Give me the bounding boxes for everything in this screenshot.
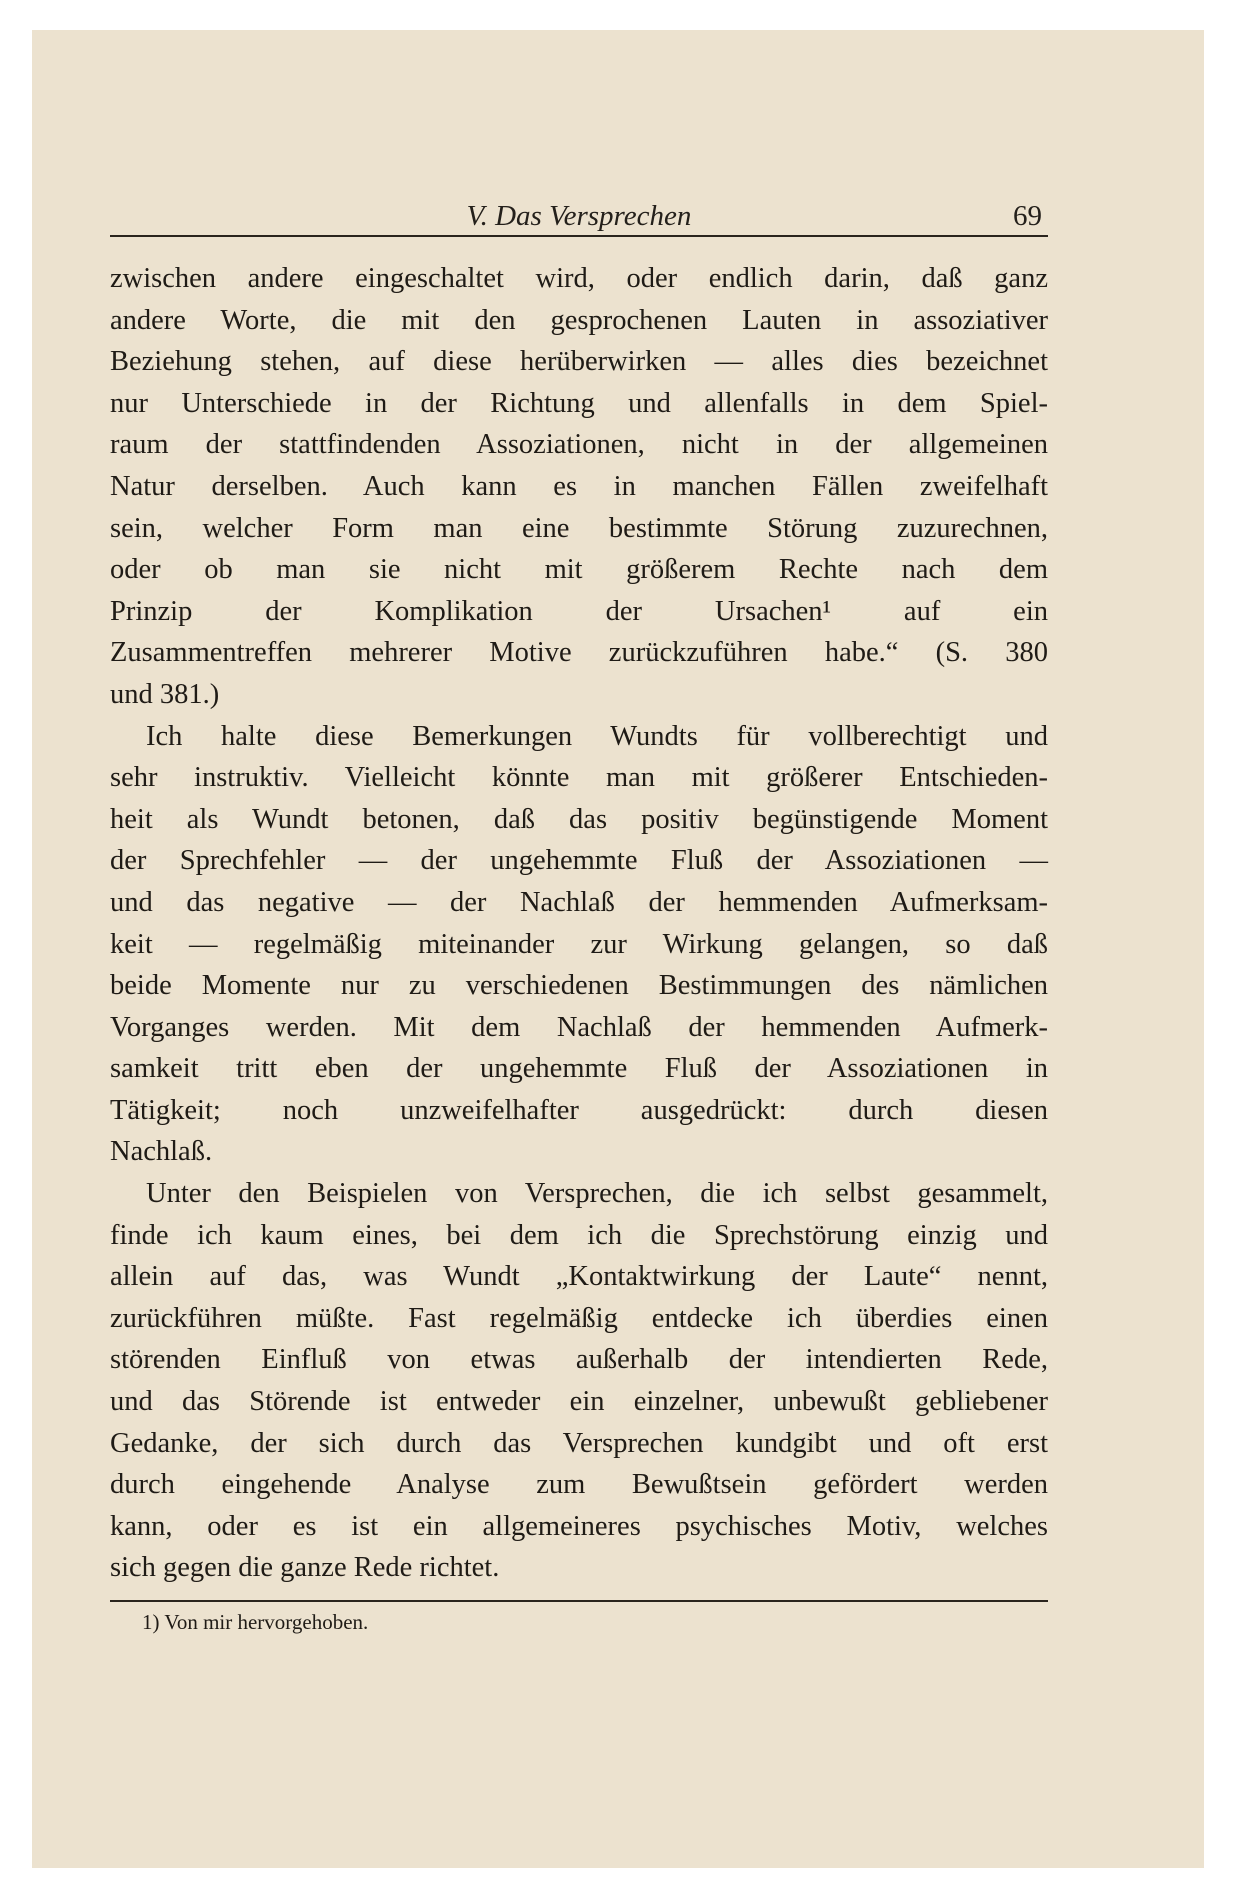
text-line: sehr instruktiv. Vielleicht könnte man mit größerer Entschieden- <box>110 762 1048 794</box>
text-line: Beziehung stehen, auf diese herüberwirken — alles dies bezeichnet <box>110 346 1048 378</box>
text-line: allein auf das, was Wundt „Kontaktwirkung der Laute“ nennt, <box>110 1261 1048 1293</box>
text-line: sein, welcher Form man eine bestimmte Störung zuzurechnen, <box>110 512 1048 544</box>
text-line: durch eingehende Analyse zum Bewußtsein gefördert werden <box>110 1469 1048 1501</box>
text-line: Natur derselben. Auch kann es in manchen Fällen zweifelhaft <box>110 470 1048 502</box>
text-line: samkeit tritt eben der ungehemmte Fluß der Assoziationen in <box>110 1053 1048 1085</box>
running-title: V. Das Versprechen <box>466 200 692 232</box>
text-line: finde ich kaum eines, bei dem ich die Sprechstörung einzig und <box>110 1219 1048 1251</box>
text-line: andere Worte, die mit den gesprochenen Lauten in assoziativer <box>110 304 1048 336</box>
text-line: Nachlaß. <box>110 1136 213 1168</box>
text-line: Vorganges werden. Mit dem Nachlaß der hemmenden Aufmerk- <box>110 1011 1048 1043</box>
text-line: sich gegen die ganze Rede richtet. <box>110 1552 500 1584</box>
book-page <box>32 30 1204 1868</box>
text-line: keit — regelmäßig miteinander zur Wirkung gelangen, so daß <box>110 928 1048 960</box>
text-line: zurückführen müßte. Fast regelmäßig entdecke ich überdies einen <box>110 1302 1048 1334</box>
text-line: Prinzip der Komplikation der Ursachen¹ auf ein <box>110 595 1048 627</box>
text-line: Unter den Beispielen von Versprechen, die ich selbst gesammelt, <box>146 1178 1048 1210</box>
text-line: und das Störende ist entweder ein einzelner, unbewußt gebliebener <box>110 1386 1048 1418</box>
text-line: Gedanke, der sich durch das Versprechen kundgibt und oft erst <box>110 1427 1048 1459</box>
body-text <box>110 258 1048 1589</box>
text-line: kann, oder es ist ein allgemeineres psychisches Motiv, welches <box>110 1510 1048 1542</box>
text-line: Ich halte diese Bemerkungen Wundts für vollberechtigt und <box>146 720 1048 752</box>
text-line: Tätigkeit; noch unzweifelhafter ausgedrückt: durch diesen <box>110 1094 1048 1126</box>
text-line: raum der stattfindenden Assoziationen, nicht in der allgemeinen <box>110 429 1048 461</box>
text-line: der Sprechfehler — der ungehemmte Fluß der Assoziationen — <box>110 845 1048 877</box>
footnote: 1) Von mir hervorgehoben. <box>142 1610 369 1634</box>
text-line: nur Unterschiede in der Richtung und allenfalls in dem Spiel- <box>110 387 1048 419</box>
text-line: oder ob man sie nicht mit größerem Rechte nach dem <box>110 554 1048 586</box>
text-line: störenden Einfluß von etwas außerhalb der intendierten Rede, <box>110 1344 1048 1376</box>
footnote-divider <box>110 1600 1048 1602</box>
text-line: heit als Wundt betonen, daß das positiv begünstigende Moment <box>110 803 1048 835</box>
text-line: und 381.) <box>110 678 220 710</box>
text-line: Zusammentreffen mehrerer Motive zurückzuführen habe.“ (S. 380 <box>110 637 1048 669</box>
text-line: zwischen andere eingeschaltet wird, oder endlich darin, daß ganz <box>110 263 1048 294</box>
page-number: 69 <box>1013 200 1042 232</box>
text-line: und das negative — der Nachlaß der hemmenden Aufmerksam- <box>110 886 1048 918</box>
page-header <box>110 175 1048 237</box>
text-line: beide Momente nur zu verschiedenen Bestimmungen des nämlichen <box>110 970 1048 1002</box>
